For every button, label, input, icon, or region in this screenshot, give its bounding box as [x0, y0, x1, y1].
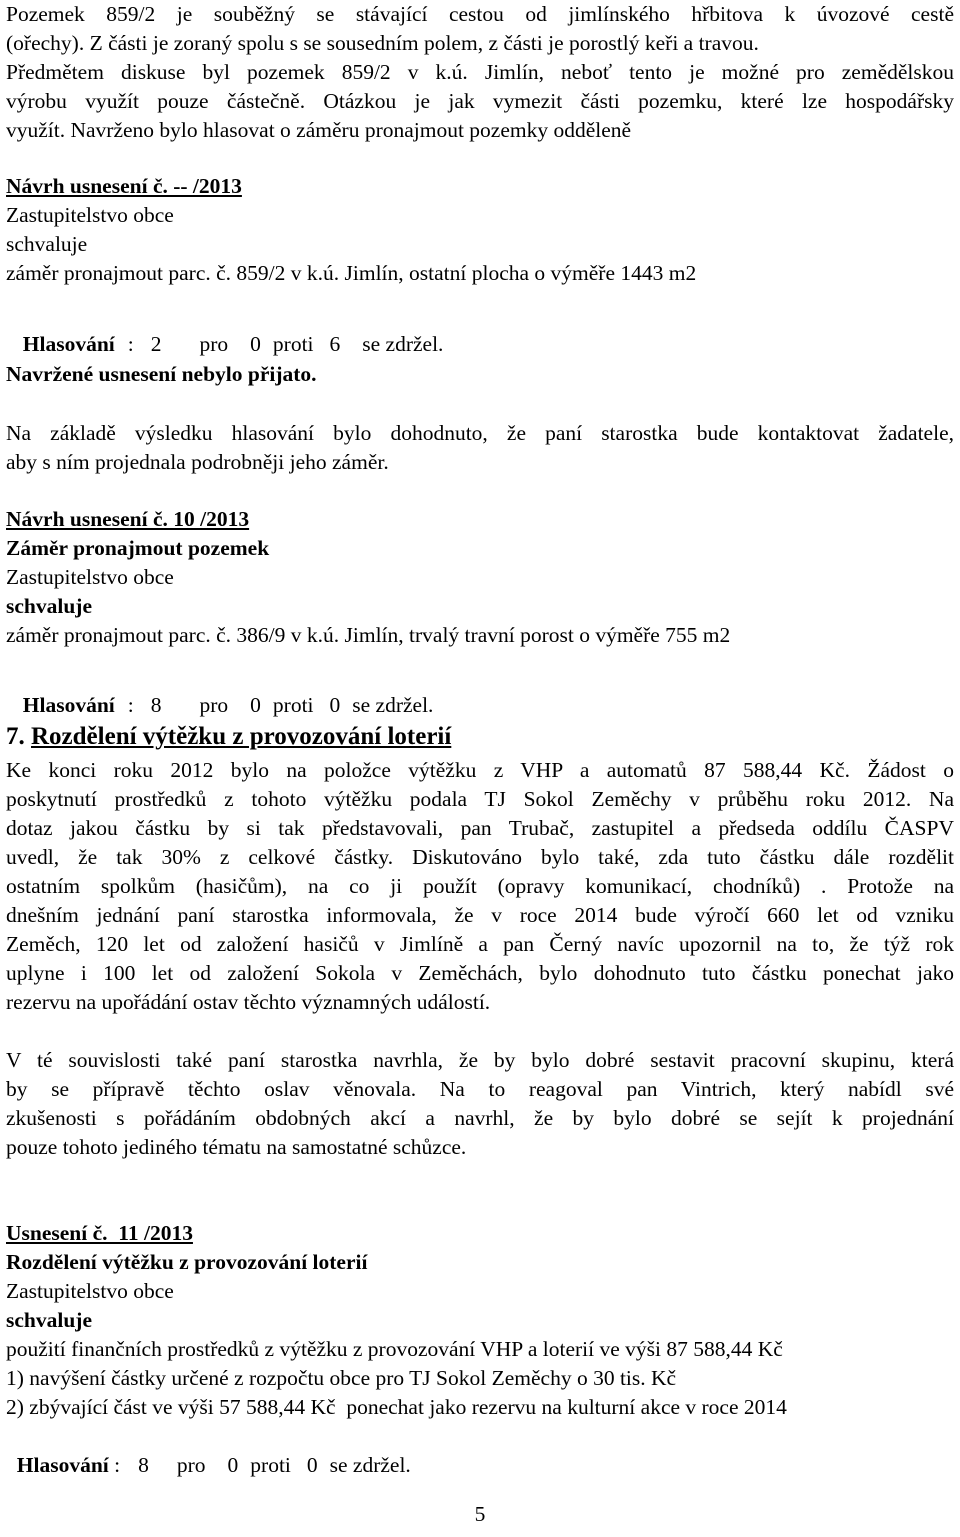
vote-pro: pro [199, 693, 229, 717]
vote-pro-count: 2 [150, 332, 162, 356]
proposal1-result: Navržené usnesení nebylo přijato. [6, 362, 317, 386]
section7-para1-line-8: uplyne i 100 let od založení Sokola v Zeměchách, bylo dohodnuto tuto částku ponechat jako [6, 961, 954, 985]
vote-proti: proti [250, 1453, 291, 1477]
proposal2-body: Zastupitelstvo obce [6, 565, 174, 589]
vote-zdrzel: se zdržel. [329, 1453, 411, 1477]
proposal2-vote [12, 662, 433, 720]
resolution11-vote [6, 1422, 411, 1480]
section7-para1-line-5: ostatním spolkům (hasičům), na co ji použít (opravy komunikací, chodníků) . Protože na [6, 874, 954, 898]
section7-para1-line-7: Zeměch, 120 let od založení hasičů v Jimlíně a pan Černý navíc upozornil na to, že týž rok [6, 932, 954, 956]
section7-para1-line-3: dotaz jakou částku by si tak představovali, pan Trubač, zastupitel a předseda oddílu ČASPV [6, 816, 954, 840]
intro-line-1: Pozemek 859/2 je souběžný se stávající cestou od jimlínského hřbitova k úvozové cestě [6, 2, 954, 26]
vote-proti-count: 0 [250, 693, 261, 717]
section7-para2-line-2: by se přípravě těchto oslav věnovala. Na to reagoval pan Vintrich, který nabídl své [6, 1077, 954, 1101]
resolution11-subtitle: Rozdělení výtěžku z provozování loterií [6, 1250, 368, 1274]
vote-colon: : [127, 693, 134, 717]
section7-para2-line-3: zkušenosti s pořádáním obdobných akcí a navrhl, že by bylo dobré se sejít k projednání [6, 1106, 954, 1130]
vote-zdrzel-count: 0 [306, 1453, 318, 1477]
section7-number: 7. [6, 723, 25, 750]
resolution11-item-2: 2) zbývající část ve výši 57 588,44 Kč ponechat jako rezervu na kulturní akce v roce 2014 [6, 1395, 787, 1419]
section7-para2-line-1: V té souvislosti také paní starostka navrhla, že by bylo dobré sestavit pracovní skupinu, která [6, 1048, 954, 1072]
proposal1-vote [12, 301, 443, 359]
intro-line-2: (ořechy). Z části je zoraný spolu s se sousedním polem, z části je porostlý keři a travou. [6, 31, 759, 55]
proposal1-note-line-2: aby s ním projednala podrobněji jeho záměr. [6, 450, 389, 474]
resolution11-action: schvaluje [6, 1308, 92, 1332]
vote-label: Hlasování [16, 1453, 109, 1477]
proposal1-note-line-1: Na základě výsledku hlasování bylo dohodnuto, že paní starostka bude kontaktovat žadatele, [6, 421, 954, 445]
section7-para1-line-9: rezervu na upořádání ostav těchto významných událostí. [6, 990, 491, 1014]
vote-zdrzel-count: 0 [329, 693, 341, 717]
proposal2-text: záměr pronajmout parc. č. 386/9 v k.ú. Jimlín, trvalý travní porost o výměře 755 m2 [6, 623, 731, 647]
proposal2-action: schvaluje [6, 594, 92, 618]
proposal2-subtitle: Záměr pronajmout pozemek [6, 536, 270, 560]
resolution11-body: Zastupitelstvo obce [6, 1279, 174, 1303]
page-number: 5 [474, 1502, 486, 1526]
resolution11-item-1: 1) navýšení částky určené z rozpočtu obce pro TJ Sokol Zeměchy o 30 tis. Kč [6, 1366, 677, 1390]
vote-pro: pro [199, 332, 229, 356]
proposal1-action: schvaluje [6, 232, 88, 256]
resolution11-text: použití finančních prostředků z výtěžku z provozování VHP a loterií ve výši 87 588,44 Kč [6, 1337, 783, 1361]
vote-colon: : [127, 332, 134, 356]
proposal1-text: záměr pronajmout parc. č. 859/2 v k.ú. Jimlín, ostatní plocha o výměře 1443 m2 [6, 261, 697, 285]
section7-para1-line-4: uvedl, že tak 30% z celkové částky. Diskutováno bylo také, zda tuto částku dále rozdělit [6, 845, 954, 869]
intro-line-4: výrobu využít pouze částečně. Otázkou je jak vymezit části pozemku, které lze hospodářsky [6, 89, 954, 113]
vote-label: Hlasování [22, 693, 115, 717]
section7-para1-line-2: poskytnutí prostředků z tohoto výtěžku podala TJ Sokol Zeměchy v průběhu roku 2012. Na [6, 787, 954, 811]
section7-para1-line-6: dnešním jednání paní starostka informovala, že v roce 2014 bude výročí 660 let od vzniku [6, 903, 954, 927]
section7-title: Rozdělení výtěžku z provozování loterií [31, 723, 452, 750]
section7-para1-line-1: Ke konci roku 2012 bylo na položce výtěžku z VHP a automatů 87 588,44 Kč. Žádost o [6, 758, 954, 782]
vote-proti-count: 0 [250, 332, 261, 356]
intro-line-5: využít. Navrženo bylo hlasovat o záměru pronajmout pozemky odděleně [6, 118, 632, 142]
vote-zdrzel: se zdržel. [352, 693, 434, 717]
vote-zdrzel-count: 6 [329, 332, 341, 356]
section7-para2-line-4: pouze tohoto jediného tématu na samostatné schůzce. [6, 1135, 467, 1159]
vote-pro: pro [176, 1453, 206, 1477]
vote-zdrzel: se zdržel. [362, 332, 444, 356]
proposal2-title: Návrh usnesení č. 10 /2013 [6, 507, 250, 531]
vote-proti: proti [272, 693, 314, 717]
intro-line-3: Předmětem diskuse byl pozemek 859/2 v k.ú. Jimlín, neboť tento je možné pro zemědělskou [6, 60, 954, 84]
vote-pro-count: 8 [150, 693, 162, 717]
vote-pro-count: 8 [138, 1453, 149, 1477]
vote-proti: proti [272, 332, 314, 356]
proposal1-body: Zastupitelstvo obce [6, 203, 174, 227]
vote-proti-count: 0 [227, 1453, 239, 1477]
vote-label: Hlasování [22, 332, 115, 356]
proposal1-title: Návrh usnesení č. -- /2013 [6, 174, 242, 198]
section7-heading [6, 722, 451, 751]
vote-colon: : [114, 1453, 121, 1477]
resolution11-title: Usnesení č. 11 /2013 [6, 1221, 193, 1245]
